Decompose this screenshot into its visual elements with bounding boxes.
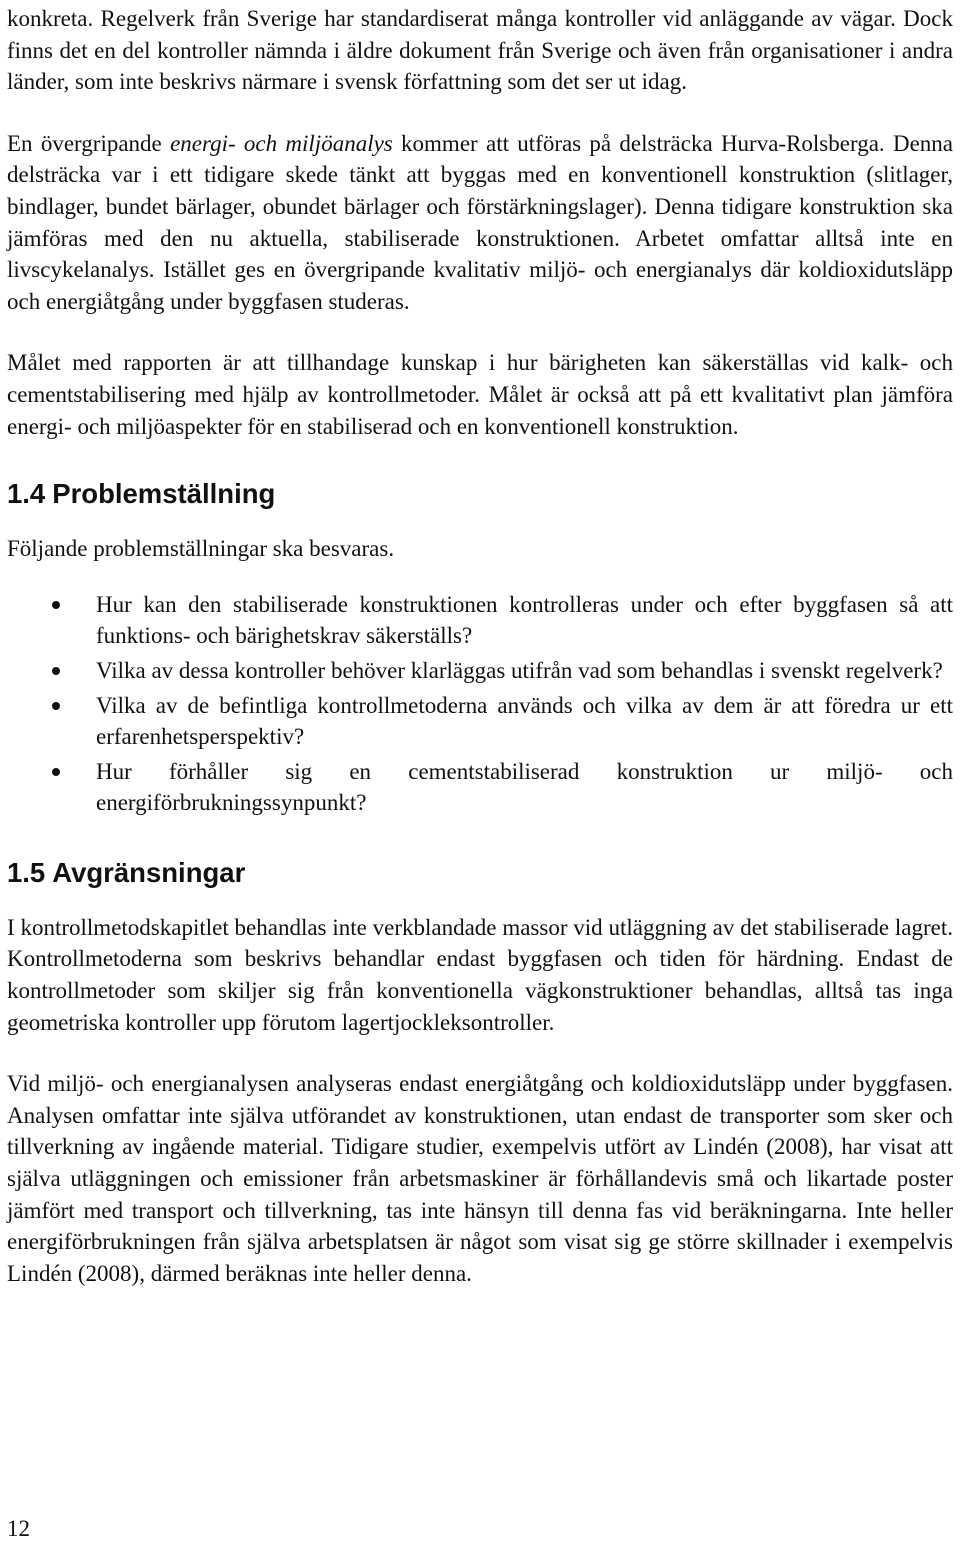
list-item-text: Hur kan den stabiliserade konstruktionen kontrolleras under och efter byggfasen så att funktions- och bärighetskrav säkerställs?: [96, 591, 953, 649]
analysis-text-after: kommer att utföras på delsträcka Hurva-Rolsberga. Denna delsträcka var i ett tidigare skede tänkt att byggas med en konventionell konstruktion (slitlager, bindlager, bundet bärlager, obundet bärlager och förstärkningslager). Denna tidigare konstruktion ska jämföras med den nu aktuella, stabiliserade konstruktionen. Arbetet omfattar alltså inte en livscykelanalys. Istället ges en övergripande kvalitativ miljö- och energianalys där koldioxidutsläpp och energiåtgång under byggfasen studeras.: [7, 130, 953, 314]
problem-list: [7, 589, 953, 819]
delimitation-paragraph-2: Vid miljö- och energianalysen analyseras endast energiåtgång och koldioxidutsläpp under byggfasen. Analysen omfattar inte själva utförandet av konstruktionen, utan endast de transporter som sker och tillverkning av ingående material. Tidigare studier, exempelvis utfört av Lindén (2008), har visat att själva utläggningen och emissioner från arbetsmaskiner är förhållandevis små och likartade poster jämfört med transport och tillverkning, tas inte hänsyn till denna fas vid beräkningarna. Inte heller energiförbrukningen från själva arbetsplatsen är något som visat sig ge större skillnader i exempelvis Lindén (2008), därmed beräknas inte heller denna.: [7, 1071, 953, 1286]
section-heading-1-5: [7, 857, 953, 889]
page-number: 12: [7, 1516, 30, 1541]
list-item: [7, 655, 953, 687]
section-heading-1-4: [7, 478, 953, 510]
analysis-paragraph: [7, 128, 953, 318]
document-page: [7, 0, 953, 1289]
list-item: [7, 756, 953, 819]
bullet-icon: [52, 601, 60, 609]
section-number: 1.4: [7, 478, 46, 510]
section-number: 1.5: [7, 856, 46, 888]
delimitation-paragraph-1: I kontrollmetodskapitlet behandlas inte verkblandade massor vid utläggning av det stabiliserade lagret. Kontrollmetoderna som beskrivs behandlar endast byggfasen och tiden för härdning. Endast de kontrollmetoder som skiljer sig från konventionella vägkonstruktioner behandlas, alltså tas inga geometriska kontroller upp förutom lagertjockleksontroller.: [7, 914, 953, 1035]
bullet-icon: [52, 702, 60, 710]
section-title: Problemställning: [52, 478, 276, 510]
list-item-text: Vilka av dessa kontroller behöver klarläggas utifrån vad som behandlas i svenskt regelverk?: [96, 657, 943, 683]
section-title: Avgränsningar: [52, 856, 246, 888]
list-item-text: Hur förhåller sig en cementstabiliserad konstruktion ur miljö- och energiförbrukningssynpunkt?: [96, 758, 953, 816]
bullet-icon: [52, 768, 60, 776]
bullet-icon: [52, 667, 60, 675]
list-item: [7, 589, 953, 652]
analysis-italic-term: energi- och miljöanalys: [170, 130, 393, 156]
problem-intro: Följande problemställningar ska besvaras.: [7, 536, 395, 562]
list-item: [7, 690, 953, 753]
intro-paragraph: konkreta. Regelverk från Sverige har standardiserat många kontroller vid anläggande av vägar. Dock finns det en del kontroller nämnda i äldre dokument från Sverige och även från organisationer i andra länder, som inte beskrivs närmare i svensk författning som det ser ut idag.: [7, 6, 953, 95]
analysis-text-before: En övergripande: [7, 130, 171, 156]
aim-paragraph: Målet med rapporten är att tillhandage kunskap i hur bärigheten kan säkerställas vid kalk- och cementstabilisering med hjälp av kontrollmetoder. Målet är också att på ett kvalitativt plan jämföra energi- och miljöaspekter för en stabiliserad och en konventionell konstruktion.: [7, 350, 953, 439]
list-item-text: Vilka av de befintliga kontrollmetoderna används och vilka av dem är att föredra ur ett erfarenhetsperspektiv?: [96, 692, 953, 750]
